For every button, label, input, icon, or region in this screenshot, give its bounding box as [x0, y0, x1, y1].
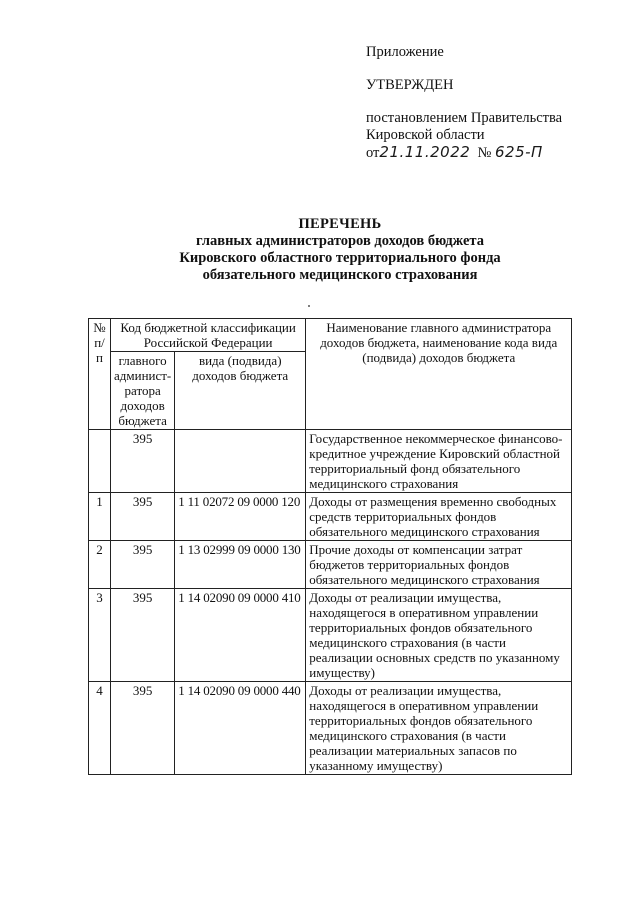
row-admin: 395 [111, 493, 175, 541]
table-row [89, 682, 572, 775]
row-no: 3 [89, 589, 111, 682]
region-label: Кировской области [366, 127, 485, 143]
row-admin: 395 [111, 430, 175, 493]
number-prefix: № [477, 145, 492, 161]
row-name: Прочие доходы от компенсации затрат бюджетов территориальных фондов обязательного медицинского страхования [306, 541, 572, 589]
scan-dot [308, 305, 310, 307]
row-admin: 395 [111, 682, 175, 775]
resolution-label: постановлением Правительства [366, 110, 563, 126]
title-line-2: Кировского областного территориального фонда [179, 250, 501, 266]
table-row [89, 589, 572, 682]
title-main: ПЕРЕЧЕНЬ [298, 216, 382, 232]
handwritten-date: 21.11.2022 [379, 143, 471, 161]
header-row-1 [89, 319, 572, 352]
table-row [89, 430, 572, 493]
row-admin: 395 [111, 541, 175, 589]
row-no: 1 [89, 493, 111, 541]
header-name: Наименование главного администратора доходов бюджета, наименование кода вида (подвида) доходов бюджета [306, 319, 572, 430]
header-admin: главного админист-ратора доходов бюджета [111, 352, 175, 430]
title-line-1: главных администраторов доходов бюджета [196, 233, 484, 249]
table-row [89, 493, 572, 541]
approval-block [366, 44, 616, 162]
row-admin: 395 [111, 589, 175, 682]
row-name: Доходы от реализации имущества, находящегося в оперативном управлении территориальных фондов обязательного медицинского страхования (в части реализации материальных запасов по указанному имуществу) [306, 682, 572, 775]
table-row [89, 541, 572, 589]
title-line-3: обязательного медицинского страхования [202, 267, 478, 283]
row-name: Доходы от размещения временно свободных средств территориальных фондов обязательного медицинского страхования [306, 493, 572, 541]
row-no: 2 [89, 541, 111, 589]
appendix-label: Приложение [366, 44, 444, 60]
handwritten-number: 625-П [495, 143, 543, 161]
row-kind: 1 13 02999 09 0000 130 [175, 541, 306, 589]
row-kind: 1 11 02072 09 0000 120 [175, 493, 306, 541]
date-line [366, 144, 616, 162]
row-kind: 1 14 02090 09 0000 410 [175, 589, 306, 682]
administrators-table [88, 318, 572, 775]
header-code-group: Код бюджетной классификации Российской Федерации [111, 319, 306, 352]
row-kind: 1 14 02090 09 0000 440 [175, 682, 306, 775]
document-title [60, 216, 620, 284]
row-no: 4 [89, 682, 111, 775]
approved-label: УТВЕРЖДЕН [366, 77, 454, 93]
header-no: № п/п [89, 319, 111, 430]
row-name: Государственное некоммерческое финансово-кредитное учреждение Кировский областной территориальный фонд обязательного медицинского страхования [306, 430, 572, 493]
row-kind [175, 430, 306, 493]
date-prefix: от [366, 145, 380, 161]
row-no [89, 430, 111, 493]
header-kind: вида (подвида) доходов бюджета [175, 352, 306, 430]
row-name: Доходы от реализации имущества, находящегося в оперативном управлении территориальных фондов обязательного медицинского страхования (в части реализации основных средств по указанному имуществу) [306, 589, 572, 682]
